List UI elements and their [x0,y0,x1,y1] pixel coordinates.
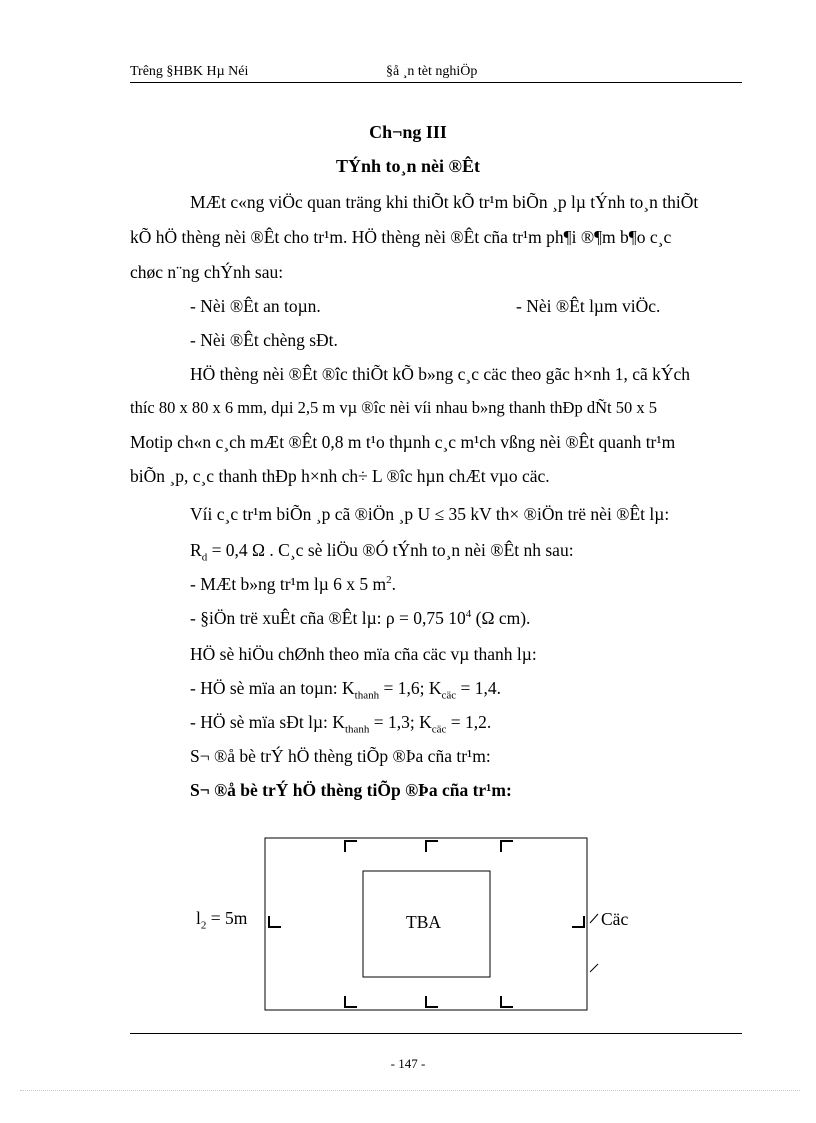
footer-rule [130,1033,742,1034]
lightning-coef-sub-rod: cäc [431,723,447,736]
rod-top-2 [426,841,438,852]
chapter-title: TÝnh to¸n nèi ®Êt [336,156,480,176]
page-number: - 147 - [390,1056,426,1071]
layout-caption-bold: S¬ ®å bè trÝ hÖ thèng tiÕp ®Þa cña tr¹m: [190,780,512,800]
design-line-2: thíc 80 x 80 x 6 mm, dµi 2,5 m vµ ®îc nèi víi nhau b»ng thanh thÐp dÑt 50 x 5 [130,398,657,417]
resistivity-text: - §iÖn trë xuÊt cña ®Êt lµ: ρ = 0,75 10 [190,608,466,628]
length-label [196,908,247,932]
rd-subscript: d [201,551,208,564]
rod-bottom-2 [426,996,438,1007]
safety-coef-sub-bar: thanh [354,689,380,702]
lightning-coef-mid: = 1,3; K [369,712,432,732]
safety-coef-mid: = 1,6; K [379,678,442,698]
safety-coef-text: - HÖ sè mïa an toµn: K [190,678,355,698]
header-school: Trêng §HBK Hµ Néi [130,64,249,79]
chapter-number: Ch¬ng III [369,122,447,142]
rd-symbol: R [190,540,202,560]
header-doc-type: §å ¸n tèt nghiÖp [386,64,478,79]
lightning-coef-end: = 1,2. [446,712,492,732]
intro-line-1: MÆt c«ng viÖc quan träng khi thiÕt kÕ tr¹m biÕn ¸p lµ tÝnh to¸n thiÕt [190,192,699,212]
rod-bottom-3 [501,996,513,1007]
rod-left [269,916,281,927]
layout-caption: S¬ ®å bè trÝ hÖ thèng tiÕp ®Þa cña tr¹m: [190,746,491,766]
resistivity-superscript: 4 [465,608,472,621]
page-edge-dots [20,1090,800,1091]
rod-pointer-line [590,914,598,923]
function-safety: - Nèi ®Êt an toµn. [190,296,321,316]
safety-coef-end: = 1,4. [456,678,501,698]
lightning-coef-text: - HÖ sè mïa sÐt lµ: K [190,712,345,732]
design-line-4: biÕn ¸p, c¸c thanh thÐp h×nh ch÷ L ®îc hµn chÆt vµo cäc. [130,466,550,486]
design-line-3: Motip ch«n c¸ch mÆt ®Êt 0,8 m t¹o thµnh c¸c m¹ch vßng nèi ®Êt quanh tr¹m [130,432,676,452]
rd-rest: = 0,4 Ω . C¸c sè liÖu ®Ó tÝnh to¸n nèi ®Êt nh sau: [207,540,574,560]
voltage-line: Víi c¸c tr¹m biÕn ¸p cã ®iÖn ¸p U ≤ 35 kV th× ®iÖn trë nèi ®Êt lµ: [190,504,670,524]
rod-label: Cäc [601,909,629,929]
function-working: - Nèi ®Êt lµm viÖc. [516,296,661,316]
length-symbol: l [196,908,201,928]
function-lightning: - Nèi ®Êt chèng sÐt. [190,330,338,350]
rod-bottom-1 [345,996,357,1007]
area-superscript: 2 [386,574,392,587]
lightning-coef-sub-bar: thanh [344,723,370,736]
resistivity-end: (Ω cm). [471,608,531,628]
coefficient-intro: HÖ sè hiÖu chØnh theo mïa cña cäc vµ thanh lµ: [190,644,537,664]
design-line-1: HÖ thèng nèi ®Êt ®îc thiÕt kÕ b»ng c¸c cäc theo gãc h×nh 1, cã kÝch [190,364,691,384]
area-end: . [391,574,397,594]
length-value: = 5m [206,908,248,928]
intro-line-2: kÕ hÖ thèng nèi ®Êt cho tr¹m. HÖ thèng nèi ®Êt cña tr¹m ph¶i ®¶m b¶o c¸c [130,227,672,247]
rod-top-1 [345,841,357,852]
area-text: - MÆt b»ng tr¹m lµ 6 x 5 m [190,574,387,594]
rod-top-3 [501,841,513,852]
rod-right [572,916,584,927]
tick-mark [590,964,598,972]
length-subscript: 2 [200,919,207,932]
tba-label: TBA [406,912,441,932]
intro-line-3: chøc n¨ng chÝnh sau: [130,262,284,282]
safety-coef-sub-rod: cäc [441,689,457,702]
